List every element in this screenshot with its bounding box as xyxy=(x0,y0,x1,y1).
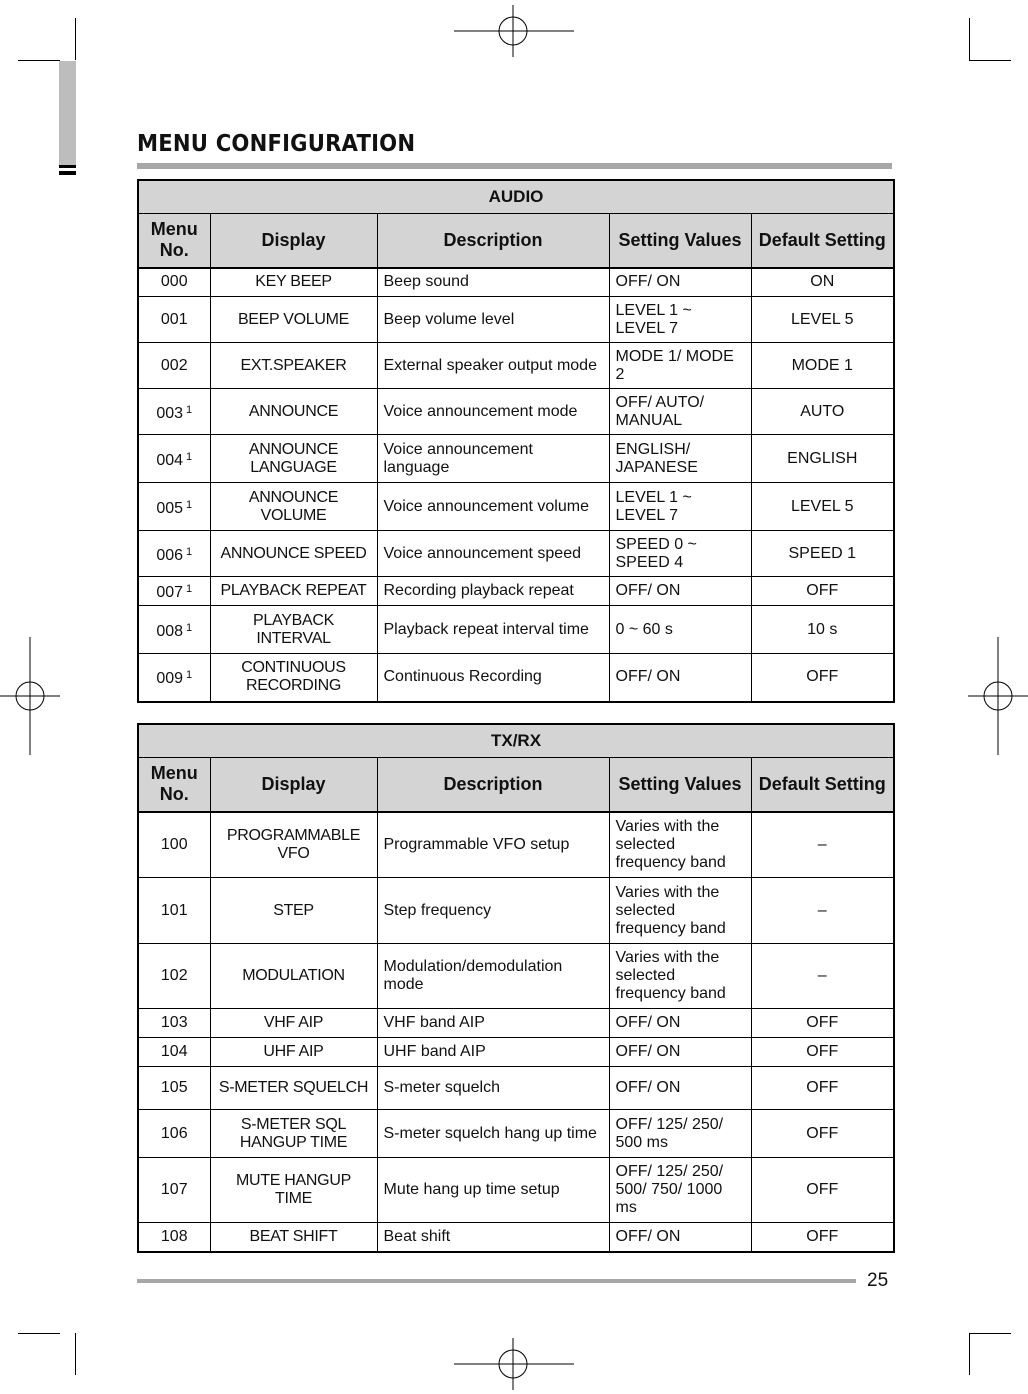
menu-number-cell xyxy=(138,1223,210,1252)
display-cell xyxy=(210,654,377,702)
display-cell xyxy=(210,606,377,654)
display-text: PLAYBACK REPEAT xyxy=(220,582,367,599)
table-row xyxy=(138,577,894,606)
description-cell: Voice announcement speed xyxy=(377,531,609,577)
description-cell: Beep sound xyxy=(377,268,609,297)
footnote-marker: 1 xyxy=(186,621,193,634)
default-setting-cell: OFF xyxy=(751,577,894,606)
menu-number-cell xyxy=(138,268,210,297)
display-text: BEEP VOLUME xyxy=(237,310,350,328)
table-row xyxy=(138,531,894,577)
registration-mark-right xyxy=(968,637,1028,755)
description-cell: Beat shift xyxy=(377,1223,609,1252)
menu-number-cell xyxy=(138,606,210,654)
display-text: S-METER SQUELCH xyxy=(218,1079,369,1096)
audio-table xyxy=(137,179,895,703)
footnote-marker: 1 xyxy=(186,669,193,682)
setting-values-cell: SPEED 0 ~ SPEED 4 xyxy=(609,531,751,577)
display-text: MODULATION xyxy=(242,967,345,984)
menu-number-cell xyxy=(138,435,210,483)
display-cell xyxy=(210,577,377,606)
menu-number: 101 xyxy=(160,901,188,919)
description-cell: Mute hang up time setup xyxy=(377,1158,609,1223)
display-cell xyxy=(210,878,377,944)
display-text: VHF AIP xyxy=(263,1014,324,1031)
crop-mark xyxy=(969,1333,970,1375)
registration-mark-bottom xyxy=(454,1338,574,1390)
section-title: TX/RX xyxy=(138,724,894,758)
menu-number-cell xyxy=(138,1038,210,1067)
crop-mark xyxy=(969,18,970,60)
display-text: ANNOUNCE SPEED xyxy=(220,544,367,562)
display-cell xyxy=(210,531,377,577)
table-row xyxy=(138,812,894,878)
menu-number-cell xyxy=(138,1067,210,1110)
display-cell xyxy=(210,1067,377,1110)
table-row xyxy=(138,1009,894,1038)
table-row xyxy=(138,268,894,297)
menu-number: 105 xyxy=(160,1079,188,1096)
setting-values-cell: Varies with the selected frequency band xyxy=(609,878,751,944)
registration-mark-top xyxy=(454,5,574,57)
default-setting-cell: – xyxy=(751,878,894,944)
footnote-marker: 1 xyxy=(186,498,193,511)
default-setting-cell: OFF xyxy=(751,1158,894,1223)
menu-number: 104 xyxy=(160,1043,188,1060)
menu-number-cell xyxy=(138,654,210,702)
column-header: Display xyxy=(210,214,377,268)
menu-number-cell xyxy=(138,531,210,577)
menu-number-cell xyxy=(138,389,210,435)
footer-rule xyxy=(137,1279,856,1283)
display-cell xyxy=(210,389,377,435)
display-cell xyxy=(210,944,377,1009)
table-row xyxy=(138,389,894,435)
default-setting-cell: ENGLISH xyxy=(751,435,894,483)
crop-mark xyxy=(75,18,76,60)
table-row xyxy=(138,1067,894,1110)
description-cell: Continuous Recording xyxy=(377,654,609,702)
display-cell xyxy=(210,1038,377,1067)
table-row xyxy=(138,878,894,944)
setting-values-cell: LEVEL 1 ~ LEVEL 7 xyxy=(609,483,751,531)
setting-values-cell: ENGLISH/ JAPANESE xyxy=(609,435,751,483)
description-cell: S-meter squelch hang up time xyxy=(377,1110,609,1158)
footnote-marker: 1 xyxy=(186,403,193,416)
display-cell xyxy=(210,435,377,483)
display-text: ANNOUNCE VOLUME xyxy=(248,488,339,524)
section-title: AUDIO xyxy=(138,180,894,214)
default-setting-cell: SPEED 1 xyxy=(751,531,894,577)
display-cell xyxy=(210,483,377,531)
setting-values-cell: OFF/ ON xyxy=(609,1038,751,1067)
default-setting-cell: LEVEL 5 xyxy=(751,297,894,343)
registration-mark-left xyxy=(0,637,60,755)
table-row xyxy=(138,1110,894,1158)
description-cell: Recording playback repeat xyxy=(377,577,609,606)
description-cell: Playback repeat interval time xyxy=(377,606,609,654)
default-setting-cell: OFF xyxy=(751,1038,894,1067)
display-cell xyxy=(210,1158,377,1223)
menu-number: 004 xyxy=(156,451,184,469)
setting-values-cell: Varies with the selected frequency band xyxy=(609,812,751,878)
column-header: Default Setting xyxy=(751,758,894,812)
txrx-table xyxy=(137,723,895,1253)
default-setting-cell: AUTO xyxy=(751,389,894,435)
setting-values-cell: MODE 1/ MODE 2 xyxy=(609,343,751,389)
description-cell: Programmable VFO setup xyxy=(377,812,609,878)
title-rule xyxy=(137,163,892,169)
default-setting-cell: MODE 1 xyxy=(751,343,894,389)
description-cell: UHF band AIP xyxy=(377,1038,609,1067)
default-setting-cell: 10 s xyxy=(751,606,894,654)
default-setting-cell: OFF xyxy=(751,1067,894,1110)
display-text: KEY BEEP xyxy=(255,273,332,291)
page-number: 25 xyxy=(867,1270,889,1291)
table-row xyxy=(138,435,894,483)
setting-values-cell: OFF/ AUTO/ MANUAL xyxy=(609,389,751,435)
table-row xyxy=(138,606,894,654)
menu-number-cell xyxy=(138,1009,210,1038)
setting-values-cell: Varies with the selected frequency band xyxy=(609,944,751,1009)
column-header: Description xyxy=(377,214,609,268)
display-text: MUTE HANGUP TIME xyxy=(236,1172,351,1207)
menu-number-cell xyxy=(138,483,210,531)
menu-number: 106 xyxy=(160,1124,188,1142)
default-setting-cell: OFF xyxy=(751,1009,894,1038)
description-cell: VHF band AIP xyxy=(377,1009,609,1038)
display-cell xyxy=(210,1009,377,1038)
chapter-tab xyxy=(59,61,76,165)
display-text: CONTINUOUS RECORDING xyxy=(241,659,346,695)
column-header: Display xyxy=(210,758,377,812)
menu-number: 001 xyxy=(160,310,188,328)
setting-values-cell: LEVEL 1 ~ LEVEL 7 xyxy=(609,297,751,343)
setting-values-cell: OFF/ ON xyxy=(609,1067,751,1110)
setting-values-cell: OFF/ 125/ 250/ 500/ 750/ 1000 ms xyxy=(609,1158,751,1223)
display-text: PLAYBACK INTERVAL xyxy=(253,611,334,647)
display-text: EXT.SPEAKER xyxy=(240,356,347,374)
setting-values-cell: OFF/ 125/ 250/ 500 ms xyxy=(609,1110,751,1158)
display-cell xyxy=(210,343,377,389)
description-cell: Voice announcement volume xyxy=(377,483,609,531)
menu-number-cell xyxy=(138,878,210,944)
menu-number-cell xyxy=(138,343,210,389)
display-cell xyxy=(210,1110,377,1158)
menu-number: 102 xyxy=(160,967,188,984)
column-header: Default Setting xyxy=(751,214,894,268)
menu-number-cell xyxy=(138,1158,210,1223)
footnote-marker: 1 xyxy=(186,583,193,595)
menu-number: 107 xyxy=(160,1181,188,1198)
display-cell xyxy=(210,812,377,878)
description-cell: Voice announcement mode xyxy=(377,389,609,435)
default-setting-cell: ON xyxy=(751,268,894,297)
display-text: BEAT SHIFT xyxy=(249,1227,338,1245)
crop-mark xyxy=(18,1333,60,1334)
default-setting-cell: OFF xyxy=(751,1110,894,1158)
column-header: Menu No. xyxy=(138,214,210,268)
column-header: Setting Values xyxy=(609,214,751,268)
setting-values-cell: OFF/ ON xyxy=(609,268,751,297)
table-row xyxy=(138,1223,894,1252)
page-title: MENU CONFIGURATION xyxy=(137,131,416,157)
menu-number-cell xyxy=(138,1110,210,1158)
description-cell: Voice announcement language xyxy=(377,435,609,483)
setting-values-cell: OFF/ ON xyxy=(609,1223,751,1252)
menu-number: 006 xyxy=(156,546,184,564)
table-row xyxy=(138,944,894,1009)
crop-mark xyxy=(18,60,60,61)
table-row xyxy=(138,1038,894,1067)
description-cell: Modulation/demodulation mode xyxy=(377,944,609,1009)
menu-number-cell xyxy=(138,577,210,606)
menu-number: 009 xyxy=(156,670,184,688)
menu-number-cell xyxy=(138,812,210,878)
chapter-tab-mark xyxy=(59,171,76,175)
description-cell: Beep volume level xyxy=(377,297,609,343)
menu-number: 003 xyxy=(156,404,184,422)
setting-values-cell: OFF/ ON xyxy=(609,1009,751,1038)
table-row xyxy=(138,654,894,702)
table-row xyxy=(138,1158,894,1223)
display-text: ANNOUNCE LANGUAGE xyxy=(248,440,339,476)
display-text: ANNOUNCE xyxy=(248,402,339,420)
default-setting-cell: – xyxy=(751,944,894,1009)
crop-mark xyxy=(75,1333,76,1375)
display-text: S-METER SQL HANGUP TIME xyxy=(239,1115,348,1151)
chapter-tab-mark xyxy=(59,165,76,168)
description-cell: S-meter squelch xyxy=(377,1067,609,1110)
default-setting-cell: – xyxy=(751,812,894,878)
crop-mark xyxy=(969,1333,1011,1334)
default-setting-cell: LEVEL 5 xyxy=(751,483,894,531)
display-cell xyxy=(210,1223,377,1252)
menu-number: 005 xyxy=(156,499,184,517)
display-text: PROGRAMMABLE VFO xyxy=(226,826,361,862)
menu-number-cell xyxy=(138,297,210,343)
column-header: Setting Values xyxy=(609,758,751,812)
display-text: STEP xyxy=(273,901,314,919)
menu-number-cell xyxy=(138,944,210,1009)
menu-number: 100 xyxy=(160,835,188,853)
menu-number: 007 xyxy=(156,584,184,601)
menu-number: 108 xyxy=(160,1227,188,1245)
display-cell xyxy=(210,297,377,343)
menu-number: 002 xyxy=(160,356,188,374)
table-row xyxy=(138,343,894,389)
display-text: UHF AIP xyxy=(263,1043,324,1060)
setting-values-cell: OFF/ ON xyxy=(609,654,751,702)
description-cell: External speaker output mode xyxy=(377,343,609,389)
footnote-marker: 1 xyxy=(186,545,193,558)
table-row xyxy=(138,483,894,531)
footnote-marker: 1 xyxy=(186,450,193,463)
description-cell: Step frequency xyxy=(377,878,609,944)
crop-mark xyxy=(969,60,1011,61)
default-setting-cell: OFF xyxy=(751,654,894,702)
table-row xyxy=(138,297,894,343)
display-cell xyxy=(210,268,377,297)
column-header: Description xyxy=(377,758,609,812)
column-header: Menu No. xyxy=(138,758,210,812)
menu-number: 008 xyxy=(156,622,184,640)
menu-number: 000 xyxy=(160,273,188,291)
setting-values-cell: OFF/ ON xyxy=(609,577,751,606)
setting-values-cell: 0 ~ 60 s xyxy=(609,606,751,654)
default-setting-cell: OFF xyxy=(751,1223,894,1252)
menu-number: 103 xyxy=(160,1014,188,1031)
